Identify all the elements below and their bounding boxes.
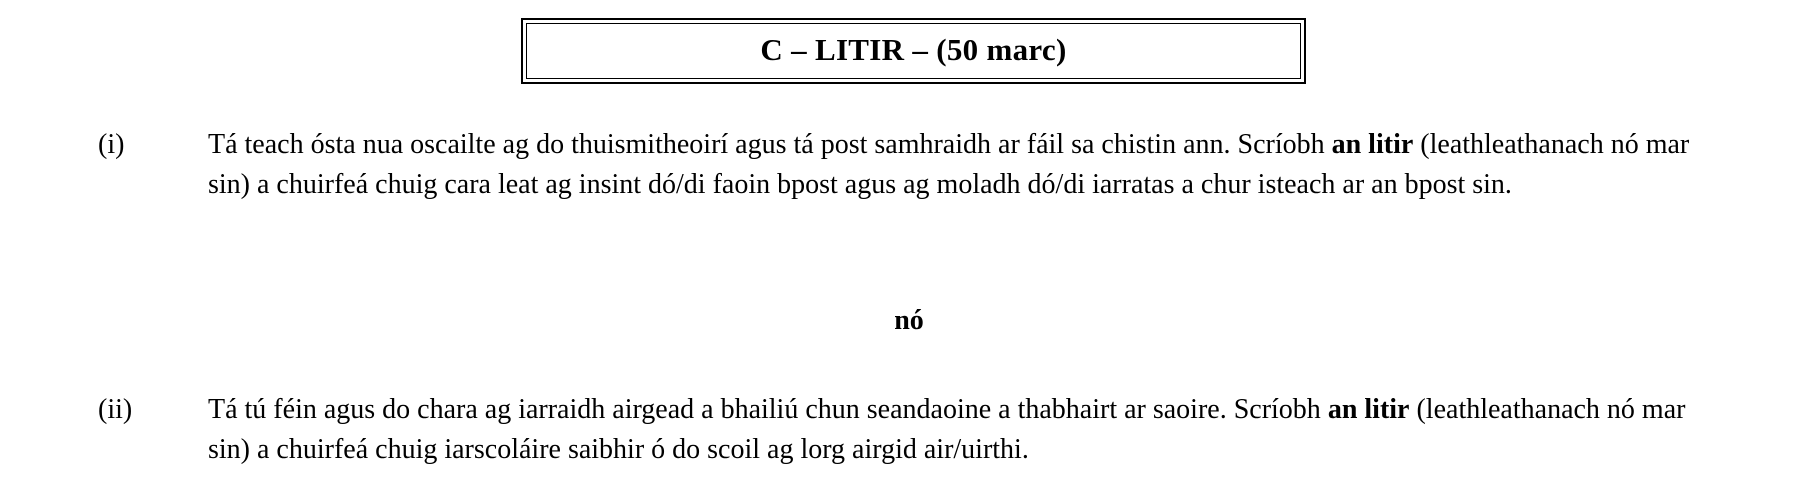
question-text: Tá teach ósta nua oscailte ag do thuismitheoirí agus tá post samhraidh ar fáil sa chistin ann. Scríobh an litir (leathleathanach nó mar sin) a chuirfeá chuig cara leat ag insint dó/di faoin bpost agus ag moladh dó/di iarratas a chur isteach ar an bpost sin. — [208, 129, 1690, 200]
heading-outer-border — [521, 18, 1306, 84]
question-item-ii — [98, 390, 1698, 470]
heading-inner-border — [526, 23, 1301, 79]
question-item-i — [98, 125, 1698, 205]
question-number: (i) — [98, 129, 125, 160]
question-text: Tá tú féin agus do chara ag iarraidh airgead a bhailiú chun seandaoine a thabhairt ar saoire. Scríobh an litir (leathleathanach nó mar sin) a chuirfeá chuig iarscoláire saibhir ó do scoil ag lorg airgid air/uirthi. — [208, 394, 1686, 465]
section-heading-box — [521, 18, 1306, 84]
option-separator: nó — [894, 305, 924, 336]
section-title: C – LITIR – (50 marc) — [760, 32, 1067, 67]
question-number: (ii) — [98, 394, 133, 425]
